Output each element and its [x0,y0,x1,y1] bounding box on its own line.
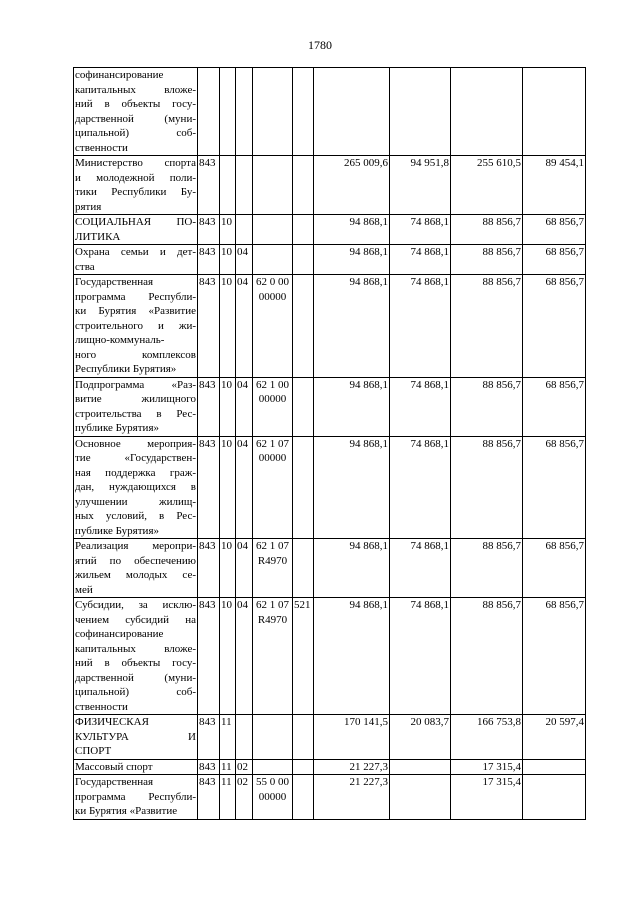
item-name-line: ства [75,260,95,273]
item-name-line: ний в объекты госу- [75,657,196,669]
subsection-code-cell [236,215,253,245]
ministry-code-cell: 843 [198,245,220,275]
ministry-code-cell: 843 [198,275,220,378]
amount-cell-1: 94 868,1 [314,245,390,275]
amount-cell-4: 68 856,7 [523,275,586,378]
amount-cell-1 [314,68,390,156]
item-name-line: и молодежной поли- [75,171,196,184]
expense-type-cell [293,436,314,539]
target-article-cell [253,68,293,156]
expense-type-cell: 521 [293,598,314,715]
table-row [74,775,586,820]
item-name-line: улучшении жилищ- [75,495,196,508]
item-name-cell [74,377,198,436]
subsection-code-cell: 02 [236,775,253,820]
item-name-cell [74,539,198,598]
amount-cell-2: 74 868,1 [390,377,451,436]
table-row [74,215,586,245]
amount-cell-2: 74 868,1 [390,245,451,275]
amount-cell-2: 74 868,1 [390,539,451,598]
ministry-code-cell: 843 [198,539,220,598]
item-name-line: программа Республи- [75,290,196,303]
section-code-cell [220,156,236,215]
amount-cell-3: 166 753,8 [451,715,523,760]
amount-cell-4 [523,775,586,820]
table-row [74,68,586,156]
item-name-line: публике Бурятия» [75,524,159,537]
item-name-line: ЛИТИКА [75,230,121,243]
amount-cell-1: 21 227,3 [314,775,390,820]
amount-cell-4: 68 856,7 [523,245,586,275]
ministry-code-cell: 843 [198,156,220,215]
item-name-line: программа Республи- [75,790,196,803]
amount-cell-4: 89 454,1 [523,156,586,215]
ministry-code-cell: 843 [198,377,220,436]
amount-cell-4: 68 856,7 [523,377,586,436]
section-code-cell: 11 [220,759,236,775]
subsection-code-cell [236,68,253,156]
ministry-code-cell: 843 [198,215,220,245]
item-name-line: ки Бурятия «Развитие [75,305,196,317]
item-name-cell [74,715,198,760]
amount-cell-3: 88 856,7 [451,598,523,715]
item-name-line: софинансирование [75,69,164,81]
amount-cell-3: 255 610,5 [451,156,523,215]
amount-cell-1: 94 868,1 [314,539,390,598]
subsection-code-cell: 02 [236,759,253,775]
table-row [74,715,586,760]
item-name-line: жильем молодых се- [75,569,196,581]
item-name-line: ФИЗИЧЕСКАЯ [75,716,149,728]
item-name-line: Подпрограмма «Раз- [75,378,196,391]
amount-cell-3: 88 856,7 [451,377,523,436]
expense-type-cell [293,539,314,598]
table-body [74,68,586,820]
target-article-cell [253,759,293,775]
item-name-line: софинансирование [75,628,164,640]
amount-cell-4: 68 856,7 [523,539,586,598]
item-name-line: ного комплексов [75,348,196,361]
item-name-line: витие жилищного [75,393,196,405]
expense-type-cell [293,68,314,156]
section-code-cell: 10 [220,275,236,378]
expense-type-cell [293,759,314,775]
item-name-line: дан, нуждающихся в [75,481,196,493]
item-name-cell [74,156,198,215]
amount-cell-1: 94 868,1 [314,377,390,436]
item-name-line: Основное мероприя- [75,437,196,450]
amount-cell-2: 94 951,8 [390,156,451,215]
amount-cell-2 [390,759,451,775]
item-name-cell [74,275,198,378]
expense-type-cell [293,775,314,820]
table-row [74,156,586,215]
item-name-line: СОЦИАЛЬНАЯ ПО- [75,216,196,228]
item-name-line: тики Республики Бу- [75,186,196,198]
ministry-code-cell: 843 [198,436,220,539]
ministry-code-cell: 843 [198,715,220,760]
item-name-line: ная поддержка граж- [75,466,196,479]
amount-cell-3 [451,68,523,156]
amount-cell-1: 94 868,1 [314,436,390,539]
amount-cell-3: 88 856,7 [451,539,523,598]
item-name-line: чением субсидий на [75,613,196,626]
item-name-line: строительства в Рес- [75,407,196,420]
item-name-line: ятий по обеспечению [75,554,196,567]
section-code-cell: 10 [220,215,236,245]
subsection-code-cell: 04 [236,436,253,539]
ministry-code-cell: 843 [198,775,220,820]
amount-cell-4 [523,759,586,775]
item-name-line: Массовый спорт [75,760,153,773]
item-name-line: публике Бурятия» [75,422,159,434]
table-row [74,436,586,539]
expense-type-cell [293,715,314,760]
table-row [74,759,586,775]
subsection-code-cell: 04 [236,245,253,275]
amount-cell-4: 20 597,4 [523,715,586,760]
target-article-cell: 62 1 00 00000 [253,377,293,436]
item-name-line: Государственная [75,776,154,788]
section-code-cell [220,68,236,156]
ministry-code-cell [198,68,220,156]
amount-cell-3: 88 856,7 [451,215,523,245]
item-name-line: строительного и жи- [75,319,196,332]
item-name-line: капитальных вложе- [75,642,196,655]
table-row [74,245,586,275]
item-name-cell [74,598,198,715]
expense-type-cell [293,245,314,275]
item-name-line: Министерство спорта [75,157,196,169]
amount-cell-2 [390,68,451,156]
subsection-code-cell: 04 [236,598,253,715]
amount-cell-1: 94 868,1 [314,275,390,378]
ministry-code-cell: 843 [198,759,220,775]
expense-type-cell [293,156,314,215]
amount-cell-4: 68 856,7 [523,215,586,245]
amount-cell-1: 94 868,1 [314,598,390,715]
item-name-cell [74,436,198,539]
table-row [74,539,586,598]
item-name-cell [74,245,198,275]
item-name-line: ственности [75,141,128,154]
amount-cell-4 [523,68,586,156]
item-name-line: мей [75,583,93,596]
item-name-line: Государственная [75,276,154,288]
amount-cell-1: 94 868,1 [314,215,390,245]
subsection-code-cell [236,156,253,215]
table-row [74,275,586,378]
amount-cell-2: 74 868,1 [390,215,451,245]
page-number: 1780 [308,38,332,52]
amount-cell-2 [390,775,451,820]
amount-cell-3: 88 856,7 [451,436,523,539]
item-name-line: капитальных вложе- [75,83,196,96]
amount-cell-2: 74 868,1 [390,275,451,378]
table-row [74,377,586,436]
item-name-line: ки Бурятия «Развитие [75,805,178,817]
subsection-code-cell: 04 [236,275,253,378]
section-code-cell: 10 [220,539,236,598]
ministry-code-cell: 843 [198,598,220,715]
item-name-line: Республики Бурятия» [75,363,177,375]
amount-cell-4: 68 856,7 [523,598,586,715]
item-name-line: Охрана семьи и дет- [75,246,196,258]
item-name-line: СПОРТ [75,745,112,757]
target-article-cell [253,715,293,760]
table-row [74,598,586,715]
section-code-cell: 10 [220,377,236,436]
item-name-cell [74,215,198,245]
item-name-line: тие «Государствен- [75,452,196,464]
amount-cell-1: 170 141,5 [314,715,390,760]
item-name-line: Субсидии, за исклю- [75,599,196,611]
amount-cell-3: 88 856,7 [451,275,523,378]
target-article-cell: 62 0 00 00000 [253,275,293,378]
target-article-cell: 62 1 07 00000 [253,436,293,539]
amount-cell-3: 88 856,7 [451,245,523,275]
item-name-line: дарственной (муни- [75,671,196,684]
amount-cell-3: 17 315,4 [451,759,523,775]
target-article-cell [253,245,293,275]
target-article-cell: 62 1 07 R4970 [253,598,293,715]
item-name-line: рятия [75,200,102,213]
amount-cell-2: 74 868,1 [390,436,451,539]
section-code-cell: 10 [220,436,236,539]
section-code-cell: 10 [220,598,236,715]
expense-type-cell [293,275,314,378]
target-article-cell [253,156,293,215]
amount-cell-1: 265 009,6 [314,156,390,215]
item-name-cell [74,759,198,775]
item-name-line: ципальной) соб- [75,127,196,139]
subsection-code-cell: 04 [236,377,253,436]
section-code-cell: 11 [220,715,236,760]
item-name-cell [74,68,198,156]
subsection-code-cell [236,715,253,760]
item-name-line: Реализация меропри- [75,540,196,552]
item-name-line: ципальной) соб- [75,686,196,698]
target-article-cell: 55 0 00 00000 [253,775,293,820]
item-name-line: ний в объекты госу- [75,98,196,110]
target-article-cell: 62 1 07 R4970 [253,539,293,598]
subsection-code-cell: 04 [236,539,253,598]
item-name-line: КУЛЬТУРА И [75,730,196,743]
item-name-line: ных условий, в Рес- [75,510,196,522]
section-code-cell: 11 [220,775,236,820]
amount-cell-4: 68 856,7 [523,436,586,539]
item-name-line: ственности [75,700,128,713]
amount-cell-1: 21 227,3 [314,759,390,775]
item-name-line: дарственной (муни- [75,112,196,125]
amount-cell-2: 20 083,7 [390,715,451,760]
expense-type-cell [293,377,314,436]
item-name-line: лищно-коммуналь- [75,334,165,346]
target-article-cell [253,215,293,245]
section-code-cell: 10 [220,245,236,275]
amount-cell-3: 17 315,4 [451,775,523,820]
budget-table [73,67,586,820]
item-name-cell [74,775,198,820]
amount-cell-2: 74 868,1 [390,598,451,715]
expense-type-cell [293,215,314,245]
